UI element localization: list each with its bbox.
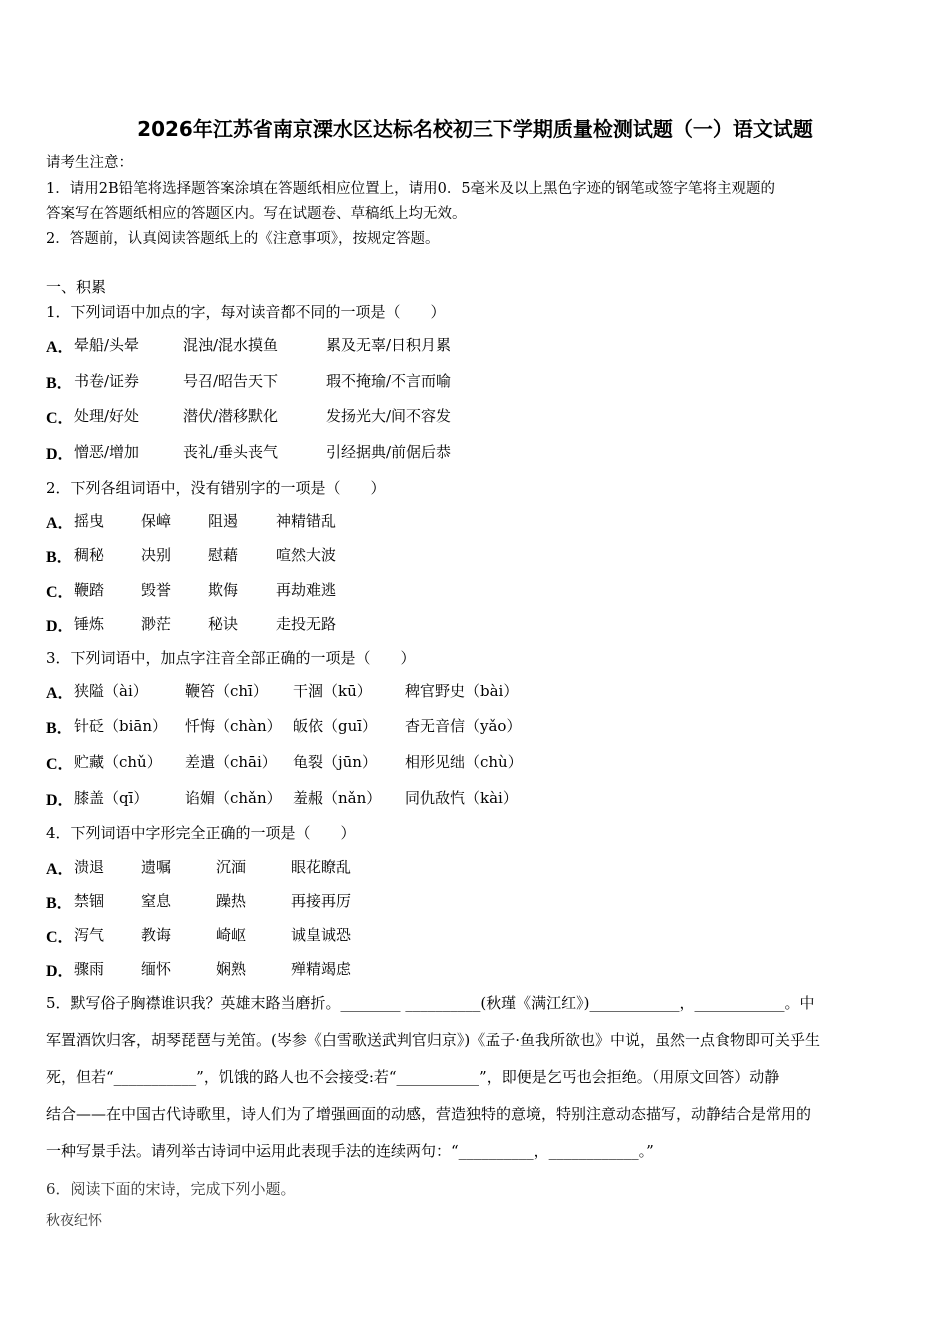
- option-item: 崎岖: [216, 926, 247, 944]
- option-label: A．: [46, 339, 74, 356]
- q6-stem: 6．阅读下面的宋诗，完成下列小题。: [46, 1180, 296, 1198]
- option-item: 累及无辜/日积月累: [326, 336, 452, 354]
- option-item: 干涸（kū）: [293, 682, 372, 700]
- option-item: 保嶂: [141, 512, 172, 530]
- option-label: D．: [46, 792, 74, 809]
- q5-line: 5．默写俗子胸襟谁识我？英雄末路当磨折。________ __________(秋瑾《满江红》)____________，____________。中: [46, 994, 815, 1012]
- option-item: 忏悔（chàn）: [185, 717, 282, 735]
- option-item: 溃退: [74, 858, 105, 876]
- notice-heading: 请考生注意：: [46, 155, 133, 171]
- option-item: 发扬光大/间不容发: [326, 407, 452, 425]
- option-item: 走投无路: [276, 615, 337, 633]
- option-item: 躁热: [216, 892, 247, 910]
- option-item: 谄媚（chǎn）: [185, 789, 282, 807]
- option-item: 狭隘（ài）: [74, 682, 148, 700]
- option-item: 针砭（biān）: [74, 717, 168, 735]
- option-item: 再劫难逃: [276, 581, 337, 599]
- option-item: 遗嘱: [141, 858, 172, 876]
- question-stem: 2．下列各组词语中，没有错别字的一项是（ ）: [46, 479, 386, 497]
- option-item: 慰藉: [208, 546, 239, 564]
- option-item: 鞭踏: [74, 581, 105, 599]
- option-item: 锤炼: [74, 615, 105, 633]
- option-item: 诚皇诚恐: [291, 926, 352, 944]
- question-stem: 3．下列词语中，加点字注音全部正确的一项是（ ）: [46, 649, 416, 667]
- question-stem: 4．下列词语中字形完全正确的一项是（ ）: [46, 824, 356, 842]
- option-item: 沉湎: [216, 858, 247, 876]
- q5-line: 一种写景手法。请列举古诗词中运用此表现手法的连续两句：“__________，____________。”: [46, 1142, 654, 1160]
- option-item: 摇曳: [74, 512, 105, 530]
- option-label: D．: [46, 963, 74, 980]
- option-item: 渺茫: [141, 615, 172, 633]
- option-item: 阻遏: [208, 512, 239, 530]
- option-label: B．: [46, 375, 73, 392]
- option-item: 混浊/混水摸鱼: [183, 336, 279, 354]
- option-item: 眼花瞭乱: [291, 858, 352, 876]
- q5-line: 结合——在中国古代诗歌里，诗人们为了增强画面的动感，营造独特的意境，特别注意动态描写，动静结合是常用的: [46, 1105, 812, 1123]
- option-item: 处理/好处: [74, 407, 140, 425]
- option-item: 神精错乱: [276, 512, 337, 530]
- option-label: D．: [46, 618, 74, 635]
- option-item: 缅怀: [141, 960, 172, 978]
- option-item: 稗官野史（bài）: [405, 682, 519, 700]
- option-item: 毁誉: [141, 581, 172, 599]
- option-item: 龟裂（jūn）: [293, 753, 377, 771]
- option-item: 贮藏（chǔ）: [74, 753, 162, 771]
- option-label: B．: [46, 549, 73, 566]
- notice-line: 1．请用2B铅笔将选择题答案涂填在答题纸相应位置上，请用0．5毫米及以上黑色字迹的钢笔或签字笔将主观题的: [46, 181, 776, 197]
- option-item: 鞭笞（chī）: [185, 682, 268, 700]
- option-item: 喧然大波: [276, 546, 337, 564]
- option-label: C．: [46, 410, 74, 427]
- option-item: 杳无音信（yǎo）: [405, 717, 522, 735]
- option-label: B．: [46, 720, 73, 737]
- option-item: 膝盖（qī）: [74, 789, 149, 807]
- section-heading: 一、积累: [46, 278, 107, 296]
- option-item: 号召/昭告天下: [183, 372, 279, 390]
- q5-line: 死，但若“___________”，饥饿的路人也不会接受:若“___________”，即便是乞丐也会拒绝。（用原文回答）动静: [46, 1068, 780, 1086]
- option-item: 稠秘: [74, 546, 105, 564]
- option-item: 再接再厉: [291, 892, 352, 910]
- option-item: 窒息: [141, 892, 172, 910]
- q5-line: 军置酒饮归客，胡琴琵琶与羌笛。(岑参《白雪歌送武判官归京》)《孟子·鱼我所欲也》中说，虽然一点食物即可关乎生: [46, 1031, 820, 1049]
- notice-line: 2．答题前，认真阅读答题纸上的《注意事项》，按规定答题。: [46, 231, 440, 247]
- option-label: D．: [46, 446, 74, 463]
- option-item: 同仇敌忾（kài）: [405, 789, 518, 807]
- option-item: 秘诀: [208, 615, 239, 633]
- option-label: A．: [46, 515, 74, 532]
- option-item: 书卷/证券: [74, 372, 140, 390]
- option-item: 引经据典/前倨后恭: [326, 443, 452, 461]
- option-label: A．: [46, 685, 74, 702]
- notice-line: 答案写在答题纸相应的答题区内。写在试题卷、草稿纸上均无效。: [46, 206, 467, 222]
- option-item: 晕船/头晕: [74, 336, 140, 354]
- option-item: 骤雨: [74, 960, 105, 978]
- option-item: 瑕不掩瑜/不言而喻: [326, 372, 452, 390]
- poem-title: 秋夜纪怀: [46, 1213, 102, 1229]
- option-item: 教诲: [141, 926, 172, 944]
- option-item: 皈依（guī）: [293, 717, 378, 735]
- option-item: 决别: [141, 546, 172, 564]
- option-item: 差遣（chāi）: [185, 753, 277, 771]
- option-item: 殚精竭虑: [291, 960, 352, 978]
- option-item: 丧礼/垂头丧气: [183, 443, 279, 461]
- option-item: 禁锢: [74, 892, 105, 910]
- option-label: C．: [46, 584, 74, 601]
- option-label: C．: [46, 929, 74, 946]
- option-item: 羞赧（nǎn）: [293, 789, 382, 807]
- option-item: 潜伏/潜移默化: [183, 407, 279, 425]
- option-item: 相形见绌（chù）: [405, 753, 523, 771]
- option-item: 娴熟: [216, 960, 247, 978]
- page-title: 2026年江苏省南京溧水区达标名校初三下学期质量检测试题（一）语文试题: [137, 117, 813, 141]
- question-stem: 1．下列词语中加点的字，每对读音都不同的一项是（ ）: [46, 303, 446, 321]
- option-label: C．: [46, 756, 74, 773]
- option-label: B．: [46, 895, 73, 912]
- option-item: 欺侮: [208, 581, 239, 599]
- option-item: 泻气: [74, 926, 105, 944]
- option-item: 憎恶/增加: [74, 443, 140, 461]
- option-label: A．: [46, 861, 74, 878]
